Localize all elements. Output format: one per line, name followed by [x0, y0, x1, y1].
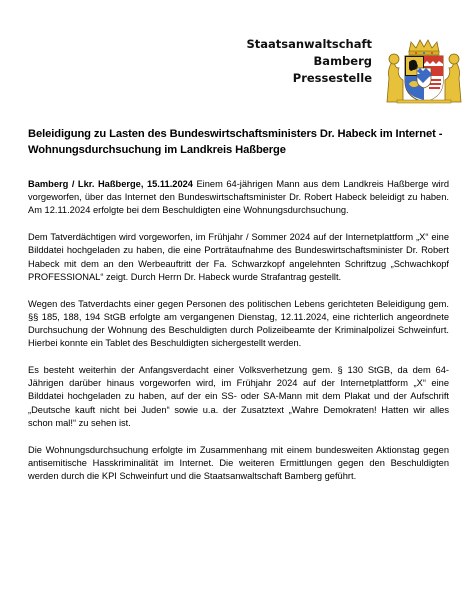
dateline: Bamberg / Lkr. Haßberge, 15.11.2024	[28, 179, 193, 189]
paragraph-2: Dem Tatverdächtigen wird vorgeworfen, im Frühjahr / Sommer 2024 auf der Internetplattform „X“ eine Bilddatei hochgeladen zu haben, die eine Porträtaufnahme des Bundeswirtschaftsminister Dr. Robert Habeck mit dem an den Werbeauftritt der Fa. Schwarzkopf angelehnten Schriftzug „Schwachkopf PROFESSIONAL“ zeigt. Durch Herrn Dr. Habeck wurde Strafantrag gestellt.	[28, 232, 449, 282]
sender-block	[246, 36, 372, 87]
letterhead	[0, 36, 472, 110]
sender-department: Pressestelle	[292, 71, 372, 85]
paragraph-5: Die Wohnungsdurchsuchung erfolgte im Zusammenhang mit einem bundesweiten Aktionstag gegen antisemitische Hasskriminalität im Internet. Die weiteren Ermittlungen gegen den Beschuldigten werden durch die KPI Schweinfurt und die Staatsanwaltschaft Bamberg geführt.	[28, 444, 449, 482]
press-release-title: Beleidigung zu Lasten des Bundeswirtschaftsministers Dr. Habeck im Internet - Wohnungsdurchsuchung im Landkreis Haßberge	[28, 128, 443, 156]
paragraph-3: Wegen des Tatverdachts einer gegen Personen des politischen Lebens gerichteten Beleidigung gem. §§ 185, 188, 194 StGB erfolgte am vergangenen Dienstag, 12.11.2024, eine richterlich angeordnete Durchsuchung der Wohnung des Beschuldigten durch Polizeibeamte der Kriminalpolizei Schweinfurt. Hierbei konnte ein Tablet des Beschuldigten sichergestellt werden.	[28, 298, 449, 349]
paragraph-4: Es besteht weiterhin der Anfangsverdacht einer Volksverhetzung gem. § 130 StGB, da dem 64-Jährigen darüber hinaus vorgeworfen wird, im Frühjahr 2024 auf der Internetplattform „X“ eine Bilddatei hochgeladen zu haben, auf der ein SS- oder SA-Mann mit dem Plakat und der Aufschrift „Deutsche kauft nicht bei Juden“ sowie u.a. der Zusatztext „Wahre Demokraten! Hatten wir alles schon mal!“ zu sehen ist.	[28, 365, 449, 428]
paragraph-1-text: Einem 64-jährigen Mann aus dem Landkreis Haßberge wird vorgeworfen, über das Internet den Bundeswirtschaftsminister Dr. Robert Habeck beleidigt zu haben. Am 12.11.2024 erfolgte bei dem Beschuldigten eine Wohnungsdurchsuchung.	[28, 179, 449, 216]
sender-authority: Staatsanwaltschaft	[246, 37, 372, 51]
sender-city: Bamberg	[313, 54, 372, 68]
press-release-body	[28, 178, 449, 497]
bavarian-coat-of-arms-icon	[383, 38, 465, 104]
paragraph-1	[28, 178, 449, 218]
